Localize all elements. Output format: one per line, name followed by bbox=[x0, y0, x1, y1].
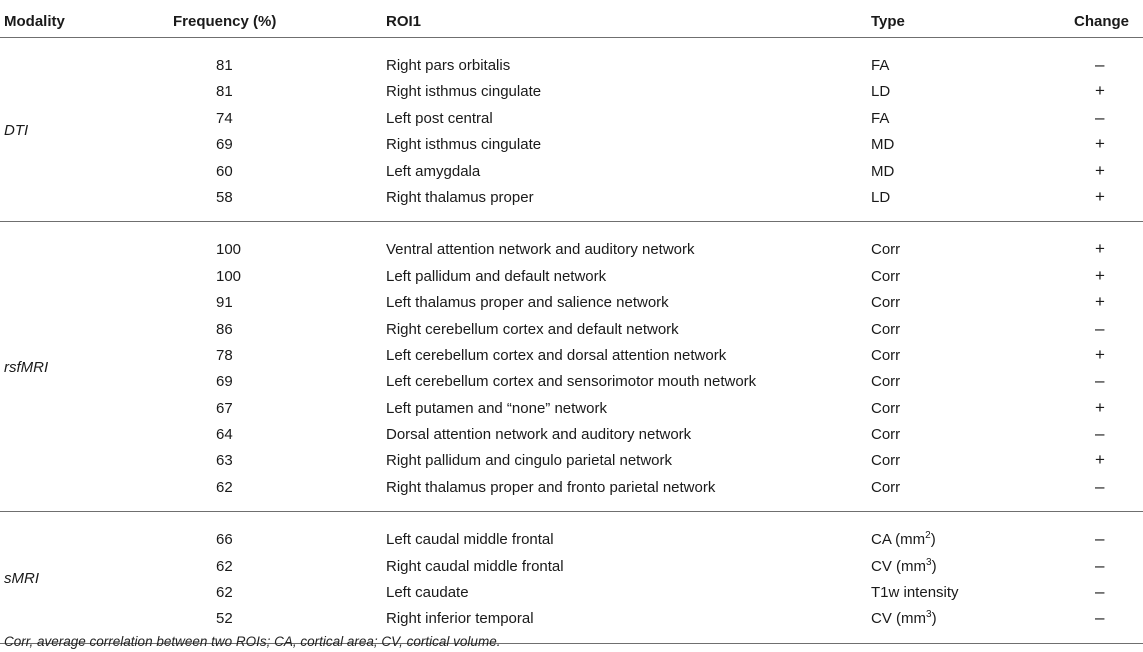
roi-cell: Right inferior temporal bbox=[386, 610, 534, 628]
type-cell bbox=[871, 83, 890, 100]
frequency-cell: 74 bbox=[216, 109, 233, 127]
type-cell bbox=[871, 426, 900, 443]
type-text: LD bbox=[871, 188, 891, 206]
table-row bbox=[0, 448, 1143, 474]
modality-label: sMRI bbox=[4, 570, 39, 588]
header-modality: Modality bbox=[4, 13, 65, 30]
type-cell bbox=[871, 373, 900, 390]
type-text: CA (mm bbox=[871, 531, 926, 549]
table-row bbox=[0, 290, 1143, 316]
type-text: FA bbox=[871, 57, 890, 74]
section-dti bbox=[0, 38, 1143, 222]
frequency-cell: 52 bbox=[216, 610, 233, 628]
type-tail: ) bbox=[930, 531, 936, 549]
change-cell: – bbox=[1095, 555, 1105, 575]
frequency-cell: 58 bbox=[216, 188, 233, 206]
roi-cell: Left cerebellum cortex and sensorimotor mouth network bbox=[386, 373, 757, 391]
frequency-cell: 81 bbox=[216, 57, 233, 74]
frequency-cell: 64 bbox=[216, 426, 233, 444]
type-text: MD bbox=[871, 162, 895, 180]
roi-cell: Left post central bbox=[386, 109, 493, 127]
type-text: LD bbox=[871, 83, 891, 101]
table-row bbox=[0, 264, 1143, 290]
type-cell bbox=[871, 57, 889, 74]
roi-cell: Right thalamus proper bbox=[386, 188, 534, 206]
table-row bbox=[0, 369, 1143, 395]
type-text: Corr bbox=[871, 452, 901, 470]
change-cell: – bbox=[1095, 476, 1105, 496]
frequency-cell: 81 bbox=[216, 83, 233, 101]
frequency-cell: 62 bbox=[216, 557, 233, 575]
roi-cell: Right pars orbitalis bbox=[386, 57, 511, 74]
type-cell bbox=[871, 347, 900, 364]
roi-cell: Left thalamus proper and salience network bbox=[386, 294, 669, 312]
type-cell bbox=[871, 136, 894, 153]
roi-cell: Right cerebellum cortex and default network bbox=[386, 320, 679, 338]
modality-label: DTI bbox=[4, 122, 29, 140]
frequency-cell: 66 bbox=[216, 531, 233, 549]
table-header bbox=[0, 0, 1143, 38]
type-text: Corr bbox=[871, 346, 901, 364]
frequency-cell: 60 bbox=[216, 162, 233, 180]
roi-cell: Left amygdala bbox=[386, 162, 481, 180]
change-cell: + bbox=[1095, 134, 1105, 154]
header-roi: ROI1 bbox=[386, 13, 422, 30]
frequency-cell: 69 bbox=[216, 373, 233, 391]
frequency-cell: 62 bbox=[216, 478, 233, 496]
table-row bbox=[0, 79, 1143, 105]
table-body bbox=[0, 38, 1143, 644]
change-cell: – bbox=[1095, 424, 1105, 444]
type-cell bbox=[871, 531, 936, 548]
roi-cell: Left putamen and “none” network bbox=[386, 399, 607, 417]
table-row bbox=[0, 606, 1143, 632]
header-type: Type bbox=[871, 13, 905, 30]
frequency-cell: 69 bbox=[216, 136, 233, 154]
table-row bbox=[0, 422, 1143, 448]
frequency-cell: 86 bbox=[216, 320, 233, 338]
type-superscript: 3 bbox=[926, 609, 932, 621]
type-text: MD bbox=[871, 136, 895, 154]
change-cell: – bbox=[1095, 529, 1105, 549]
type-cell bbox=[871, 321, 900, 338]
change-cell: + bbox=[1095, 344, 1105, 364]
change-cell: + bbox=[1095, 450, 1105, 470]
type-text: T1w intensity bbox=[871, 584, 959, 602]
table-row bbox=[0, 185, 1143, 211]
type-cell bbox=[871, 610, 937, 627]
roi-cell: Ventral attention network and auditory network bbox=[386, 241, 695, 259]
type-tail: ) bbox=[931, 557, 937, 575]
roi-cell: Right caudal middle frontal bbox=[386, 557, 564, 575]
table-row bbox=[0, 237, 1143, 263]
type-text: Corr bbox=[871, 373, 901, 391]
roi-cell: Left cerebellum cortex and dorsal attention network bbox=[386, 346, 727, 364]
table-row bbox=[0, 53, 1143, 79]
type-text: FA bbox=[871, 109, 890, 127]
change-cell: + bbox=[1095, 397, 1105, 417]
table-row bbox=[0, 317, 1143, 343]
type-superscript: 3 bbox=[926, 556, 932, 568]
table-row bbox=[0, 132, 1143, 158]
type-cell bbox=[871, 189, 890, 206]
table-row bbox=[0, 580, 1143, 606]
header-frequency: Frequency (%) bbox=[173, 13, 277, 30]
type-cell bbox=[871, 163, 894, 180]
section-smri bbox=[0, 512, 1143, 644]
type-text: Corr bbox=[871, 399, 901, 417]
type-text: CV (mm bbox=[871, 610, 926, 628]
type-cell bbox=[871, 452, 900, 469]
type-cell bbox=[871, 479, 900, 496]
change-cell: – bbox=[1095, 582, 1105, 602]
type-text: Corr bbox=[871, 320, 901, 338]
header-change: Change bbox=[1074, 13, 1130, 30]
change-cell: – bbox=[1095, 318, 1105, 338]
table-row bbox=[0, 527, 1143, 553]
type-tail: ) bbox=[931, 610, 937, 628]
type-text: CV (mm bbox=[871, 557, 926, 575]
table-row bbox=[0, 159, 1143, 185]
roi-cell: Left caudate bbox=[386, 584, 469, 602]
change-cell: + bbox=[1095, 292, 1105, 312]
type-text: Corr bbox=[871, 267, 901, 285]
frequency-cell: 100 bbox=[216, 267, 242, 285]
change-cell: – bbox=[1095, 608, 1105, 628]
frequency-cell: 67 bbox=[216, 399, 233, 417]
change-cell: + bbox=[1095, 160, 1105, 180]
frequency-cell: 91 bbox=[216, 294, 233, 312]
change-cell: – bbox=[1095, 371, 1105, 391]
table-footnote: Corr, average correlation between two ROIs; CA, cortical area; CV, cortical volume. bbox=[4, 634, 501, 649]
table-row bbox=[0, 396, 1143, 422]
roi-cell: Right isthmus cingulate bbox=[386, 83, 542, 101]
change-cell: + bbox=[1095, 239, 1105, 259]
roi-cell: Dorsal attention network and auditory network bbox=[386, 426, 692, 444]
type-cell bbox=[871, 110, 889, 127]
type-superscript: 2 bbox=[925, 530, 931, 542]
type-cell bbox=[871, 558, 937, 575]
type-cell bbox=[871, 584, 959, 601]
roi-cell: Right thalamus proper and fronto parietal network bbox=[386, 478, 716, 496]
type-cell bbox=[871, 400, 900, 417]
change-cell: + bbox=[1095, 81, 1105, 101]
modality-label: rsfMRI bbox=[4, 359, 49, 377]
frequency-cell: 78 bbox=[216, 346, 233, 364]
roi-cell: Left pallidum and default network bbox=[386, 267, 607, 285]
section-rsfmri bbox=[0, 222, 1143, 512]
roi-cell: Right pallidum and cingulo parietal network bbox=[386, 452, 672, 470]
type-text: Corr bbox=[871, 294, 901, 312]
table-row bbox=[0, 106, 1143, 132]
change-cell: – bbox=[1095, 107, 1105, 127]
change-cell: + bbox=[1095, 265, 1105, 285]
frequency-cell: 63 bbox=[216, 452, 233, 470]
table-row bbox=[0, 554, 1143, 580]
type-cell bbox=[871, 294, 900, 311]
type-text: Corr bbox=[871, 478, 901, 496]
table-row bbox=[0, 475, 1143, 501]
type-cell bbox=[871, 268, 900, 285]
change-cell: – bbox=[1095, 55, 1105, 74]
roi-cell: Left caudal middle frontal bbox=[386, 531, 554, 549]
type-text: Corr bbox=[871, 241, 901, 259]
frequency-cell: 62 bbox=[216, 584, 233, 602]
table-row bbox=[0, 343, 1143, 369]
roi-cell: Right isthmus cingulate bbox=[386, 136, 542, 154]
type-cell bbox=[871, 241, 900, 258]
type-text: Corr bbox=[871, 426, 901, 444]
change-cell: + bbox=[1095, 186, 1105, 206]
frequency-cell: 100 bbox=[216, 241, 242, 259]
